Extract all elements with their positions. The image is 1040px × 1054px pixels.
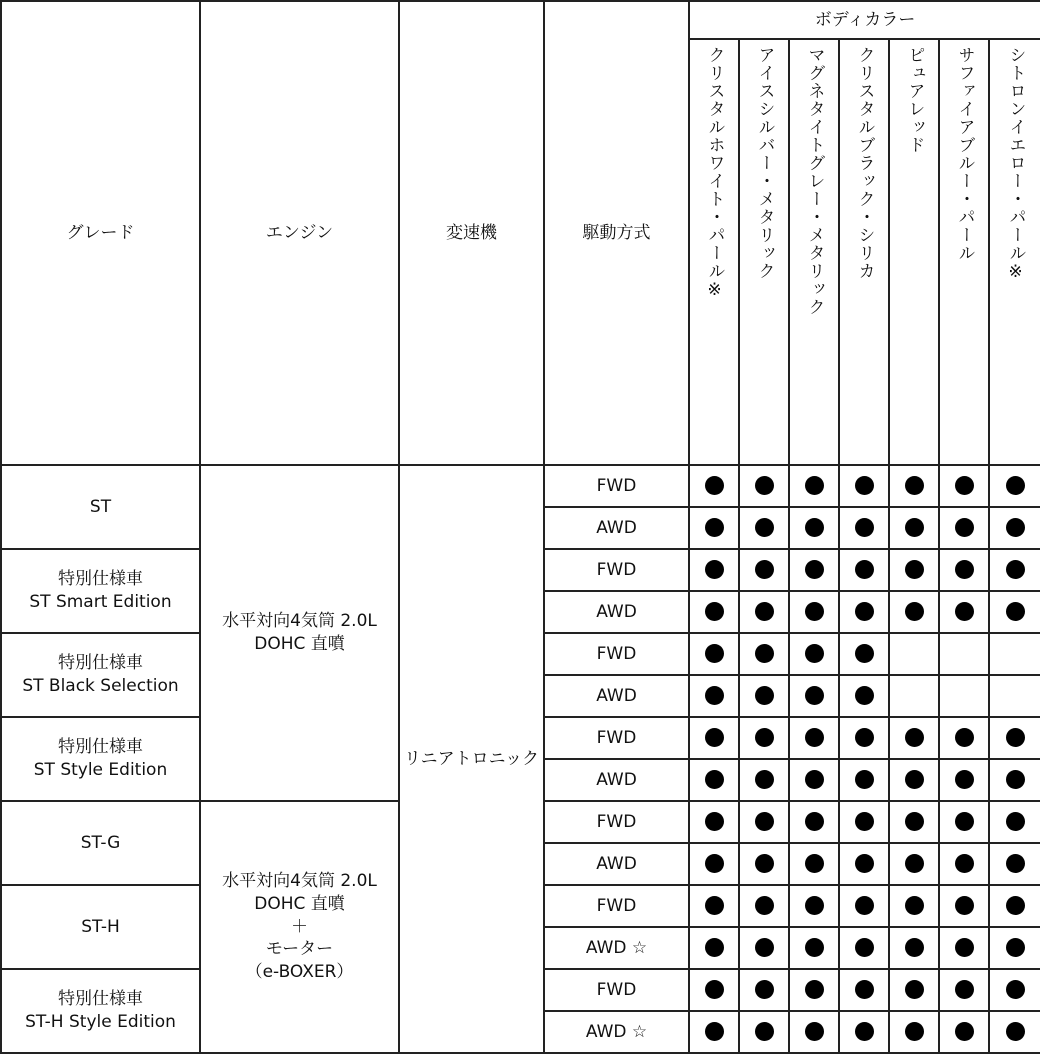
- availability-cell: [789, 1011, 839, 1053]
- availability-cell: [789, 885, 839, 927]
- available-dot-icon: [955, 476, 974, 495]
- available-dot-icon: [755, 560, 774, 579]
- availability-cell: [839, 507, 889, 549]
- availability-cell: [789, 843, 839, 885]
- engine-spec-line: 水平対向4気筒 2.0L: [222, 611, 377, 632]
- availability-cell: [939, 591, 989, 633]
- engine-cell: [200, 801, 399, 1053]
- drive-header: 駆動方式: [544, 1, 689, 465]
- availability-cell: [839, 801, 889, 843]
- color-name-2: アイスシルバー・メタリック: [739, 39, 789, 465]
- available-dot-icon: [1006, 896, 1025, 915]
- available-dot-icon: [905, 518, 924, 537]
- grade-cell: [1, 549, 200, 633]
- available-dot-icon: [755, 728, 774, 747]
- availability-cell: [889, 843, 939, 885]
- drive-cell: FWD: [544, 465, 689, 507]
- available-dot-icon: [705, 602, 724, 621]
- available-dot-icon: [955, 854, 974, 873]
- available-dot-icon: [905, 812, 924, 831]
- availability-cell: [889, 717, 939, 759]
- available-dot-icon: [805, 938, 824, 957]
- available-dot-icon: [705, 770, 724, 789]
- available-dot-icon: [805, 812, 824, 831]
- available-dot-icon: [855, 1022, 874, 1041]
- availability-cell: [839, 969, 889, 1011]
- availability-cell: [989, 927, 1040, 969]
- available-dot-icon: [905, 476, 924, 495]
- available-dot-icon: [1006, 938, 1025, 957]
- availability-cell: [739, 1011, 789, 1053]
- availability-cell: [889, 759, 939, 801]
- availability-cell: [989, 549, 1040, 591]
- available-dot-icon: [855, 770, 874, 789]
- color-name-5: ピュアレッド: [889, 39, 939, 465]
- availability-cell: [739, 885, 789, 927]
- drive-cell: AWD ☆: [544, 1011, 689, 1053]
- available-dot-icon: [955, 938, 974, 957]
- available-dot-icon: [755, 602, 774, 621]
- availability-cell: [739, 549, 789, 591]
- available-dot-icon: [755, 476, 774, 495]
- availability-cell: [989, 1011, 1040, 1053]
- availability-cell: [689, 549, 739, 591]
- availability-cell: [839, 675, 889, 717]
- availability-cell: [839, 549, 889, 591]
- availability-cell: [989, 591, 1040, 633]
- availability-cell: [989, 801, 1040, 843]
- available-dot-icon: [805, 728, 824, 747]
- drive-cell: FWD: [544, 801, 689, 843]
- grade-cell: [1, 885, 200, 969]
- availability-cell: [789, 633, 839, 675]
- body-color-header: ボディカラー: [689, 1, 1040, 39]
- available-dot-icon: [705, 560, 724, 579]
- availability-cell: [889, 885, 939, 927]
- available-dot-icon: [855, 896, 874, 915]
- available-dot-icon: [955, 728, 974, 747]
- availability-cell: [989, 465, 1040, 507]
- available-dot-icon: [805, 644, 824, 663]
- engine-cell: [200, 465, 399, 801]
- availability-cell: [789, 759, 839, 801]
- availability-cell: [839, 465, 889, 507]
- available-dot-icon: [1006, 476, 1025, 495]
- available-dot-icon: [755, 938, 774, 957]
- availability-cell: [889, 633, 939, 675]
- available-dot-icon: [905, 560, 924, 579]
- drive-cell: FWD: [544, 717, 689, 759]
- available-dot-icon: [705, 686, 724, 705]
- availability-cell: [689, 801, 739, 843]
- availability-cell: [739, 843, 789, 885]
- availability-cell: [739, 927, 789, 969]
- availability-cell: [889, 465, 939, 507]
- available-dot-icon: [705, 854, 724, 873]
- available-dot-icon: [805, 518, 824, 537]
- availability-cell: [989, 717, 1040, 759]
- availability-cell: [689, 885, 739, 927]
- available-dot-icon: [955, 896, 974, 915]
- grade-cell: [1, 969, 200, 1053]
- available-dot-icon: [855, 518, 874, 537]
- available-dot-icon: [805, 980, 824, 999]
- available-dot-icon: [1006, 518, 1025, 537]
- drive-cell: FWD: [544, 969, 689, 1011]
- availability-cell: [939, 1011, 989, 1053]
- available-dot-icon: [705, 644, 724, 663]
- availability-cell: [789, 969, 839, 1011]
- available-dot-icon: [1006, 728, 1025, 747]
- available-dot-icon: [855, 644, 874, 663]
- grade-cell: [1, 465, 200, 549]
- availability-cell: [689, 507, 739, 549]
- available-dot-icon: [805, 686, 824, 705]
- drive-cell: AWD: [544, 759, 689, 801]
- availability-cell: [989, 969, 1040, 1011]
- engine-spec-line: （e-BOXER）: [245, 962, 354, 983]
- available-dot-icon: [955, 560, 974, 579]
- availability-cell: [689, 1011, 739, 1053]
- availability-cell: [689, 717, 739, 759]
- availability-cell: [689, 759, 739, 801]
- available-dot-icon: [905, 896, 924, 915]
- available-dot-icon: [905, 938, 924, 957]
- availability-cell: [939, 465, 989, 507]
- availability-cell: [889, 591, 939, 633]
- grade-cell: [1, 717, 200, 801]
- availability-cell: [939, 885, 989, 927]
- grade-label-line2: ST Style Edition: [33, 760, 168, 780]
- available-dot-icon: [905, 728, 924, 747]
- available-dot-icon: [955, 812, 974, 831]
- availability-cell: [939, 507, 989, 549]
- availability-cell: [689, 465, 739, 507]
- available-dot-icon: [855, 938, 874, 957]
- drive-cell: FWD: [544, 549, 689, 591]
- available-dot-icon: [905, 770, 924, 789]
- drive-cell: AWD: [544, 507, 689, 549]
- grade-label-line1: 特別仕様車: [58, 737, 143, 758]
- grade-label-line2: ST-H: [81, 916, 120, 937]
- availability-cell: [889, 549, 939, 591]
- availability-cell: [889, 969, 939, 1011]
- grade-label-line2: ST: [89, 496, 112, 517]
- available-dot-icon: [755, 644, 774, 663]
- availability-cell: [739, 675, 789, 717]
- availability-cell: [939, 717, 989, 759]
- available-dot-icon: [705, 980, 724, 999]
- availability-cell: [839, 1011, 889, 1053]
- drive-cell: FWD: [544, 633, 689, 675]
- availability-cell: [889, 675, 939, 717]
- available-dot-icon: [905, 854, 924, 873]
- available-dot-icon: [955, 980, 974, 999]
- available-dot-icon: [705, 518, 724, 537]
- availability-cell: [989, 507, 1040, 549]
- available-dot-icon: [905, 602, 924, 621]
- engine-spec-line: 水平対向4気筒 2.0L: [222, 870, 377, 891]
- availability-cell: [689, 591, 739, 633]
- availability-cell: [939, 633, 989, 675]
- available-dot-icon: [705, 938, 724, 957]
- availability-cell: [939, 969, 989, 1011]
- availability-cell: [889, 507, 939, 549]
- available-dot-icon: [855, 476, 874, 495]
- availability-cell: [739, 801, 789, 843]
- available-dot-icon: [905, 980, 924, 999]
- availability-cell: [789, 801, 839, 843]
- availability-cell: [789, 591, 839, 633]
- availability-cell: [939, 843, 989, 885]
- availability-cell: [939, 801, 989, 843]
- available-dot-icon: [855, 686, 874, 705]
- grade-label-line1: 特別仕様車: [58, 989, 143, 1010]
- available-dot-icon: [1006, 980, 1025, 999]
- available-dot-icon: [705, 728, 724, 747]
- color-name-3: マグネタイトグレー・メタリック: [789, 39, 839, 465]
- availability-cell: [939, 927, 989, 969]
- availability-cell: [839, 885, 889, 927]
- available-dot-icon: [1006, 602, 1025, 621]
- availability-cell: [839, 927, 889, 969]
- available-dot-icon: [855, 812, 874, 831]
- availability-cell: [839, 843, 889, 885]
- table-body: [1, 465, 1040, 1053]
- availability-cell: [789, 927, 839, 969]
- transmission-cell: リニアトロニック: [399, 465, 544, 1053]
- available-dot-icon: [755, 812, 774, 831]
- grade-label-line1: 特別仕様車: [58, 569, 143, 590]
- availability-cell: [839, 591, 889, 633]
- available-dot-icon: [755, 770, 774, 789]
- grade-cell: [1, 801, 200, 885]
- table-row: [1, 465, 1040, 507]
- availability-cell: [789, 465, 839, 507]
- available-dot-icon: [805, 896, 824, 915]
- available-dot-icon: [705, 476, 724, 495]
- available-dot-icon: [705, 896, 724, 915]
- availability-cell: [789, 675, 839, 717]
- grade-label-line2: ST-G: [80, 832, 121, 853]
- availability-cell: [839, 759, 889, 801]
- availability-cell: [789, 507, 839, 549]
- drive-cell: AWD ☆: [544, 927, 689, 969]
- availability-cell: [989, 885, 1040, 927]
- available-dot-icon: [855, 602, 874, 621]
- grade-cell: [1, 633, 200, 717]
- available-dot-icon: [705, 812, 724, 831]
- availability-cell: [789, 717, 839, 759]
- available-dot-icon: [955, 1022, 974, 1041]
- availability-cell: [689, 927, 739, 969]
- available-dot-icon: [855, 560, 874, 579]
- availability-cell: [739, 633, 789, 675]
- availability-cell: [939, 675, 989, 717]
- availability-cell: [989, 759, 1040, 801]
- available-dot-icon: [805, 476, 824, 495]
- available-dot-icon: [755, 854, 774, 873]
- available-dot-icon: [705, 1022, 724, 1041]
- available-dot-icon: [1006, 770, 1025, 789]
- available-dot-icon: [755, 686, 774, 705]
- availability-cell: [689, 843, 739, 885]
- availability-cell: [739, 465, 789, 507]
- drive-cell: AWD: [544, 591, 689, 633]
- availability-cell: [739, 507, 789, 549]
- grade-label-line1: 特別仕様車: [58, 653, 143, 674]
- availability-cell: [889, 1011, 939, 1053]
- engine-header: エンジン: [200, 1, 399, 465]
- availability-cell: [739, 759, 789, 801]
- available-dot-icon: [755, 896, 774, 915]
- engine-spec-line: ＋: [291, 916, 308, 937]
- engine-spec-line: DOHC 直噴: [254, 893, 345, 914]
- available-dot-icon: [1006, 854, 1025, 873]
- available-dot-icon: [955, 518, 974, 537]
- grade-header: グレード: [1, 1, 200, 465]
- color-name-7: シトロンイエロー・パール※: [989, 39, 1040, 465]
- availability-cell: [989, 843, 1040, 885]
- grade-label-line2: ST Smart Edition: [29, 592, 172, 612]
- available-dot-icon: [805, 1022, 824, 1041]
- drive-cell: AWD: [544, 843, 689, 885]
- availability-cell: [689, 675, 739, 717]
- availability-cell: [889, 801, 939, 843]
- available-dot-icon: [805, 770, 824, 789]
- available-dot-icon: [805, 854, 824, 873]
- availability-cell: [989, 675, 1040, 717]
- availability-cell: [739, 591, 789, 633]
- available-dot-icon: [1006, 812, 1025, 831]
- available-dot-icon: [855, 980, 874, 999]
- available-dot-icon: [805, 602, 824, 621]
- availability-cell: [689, 969, 739, 1011]
- color-name-1: クリスタルホワイト・パール※: [689, 39, 739, 465]
- available-dot-icon: [855, 728, 874, 747]
- available-dot-icon: [855, 854, 874, 873]
- availability-cell: [739, 969, 789, 1011]
- drive-cell: FWD: [544, 885, 689, 927]
- grade-label-line2: ST-H Style Edition: [25, 1012, 176, 1032]
- availability-cell: [939, 549, 989, 591]
- engine-spec-line: DOHC 直噴: [254, 634, 345, 654]
- available-dot-icon: [805, 560, 824, 579]
- availability-cell: [739, 717, 789, 759]
- available-dot-icon: [955, 770, 974, 789]
- engine-spec-line: モーター: [265, 939, 334, 960]
- availability-cell: [939, 759, 989, 801]
- availability-cell: [789, 549, 839, 591]
- color-name-4: クリスタルブラック・シリカ: [839, 39, 889, 465]
- available-dot-icon: [755, 980, 774, 999]
- transmission-header: 変速機: [399, 1, 544, 465]
- availability-cell: [889, 927, 939, 969]
- available-dot-icon: [955, 602, 974, 621]
- color-name-6: サファイアブルー・パール: [939, 39, 989, 465]
- available-dot-icon: [1006, 560, 1025, 579]
- availability-cell: [839, 717, 889, 759]
- availability-cell: [989, 633, 1040, 675]
- available-dot-icon: [755, 1022, 774, 1041]
- available-dot-icon: [755, 518, 774, 537]
- availability-cell: [839, 633, 889, 675]
- available-dot-icon: [905, 1022, 924, 1041]
- drive-cell: AWD: [544, 675, 689, 717]
- grade-label-line2: ST Black Selection: [22, 676, 179, 696]
- available-dot-icon: [1006, 1022, 1025, 1041]
- availability-cell: [689, 633, 739, 675]
